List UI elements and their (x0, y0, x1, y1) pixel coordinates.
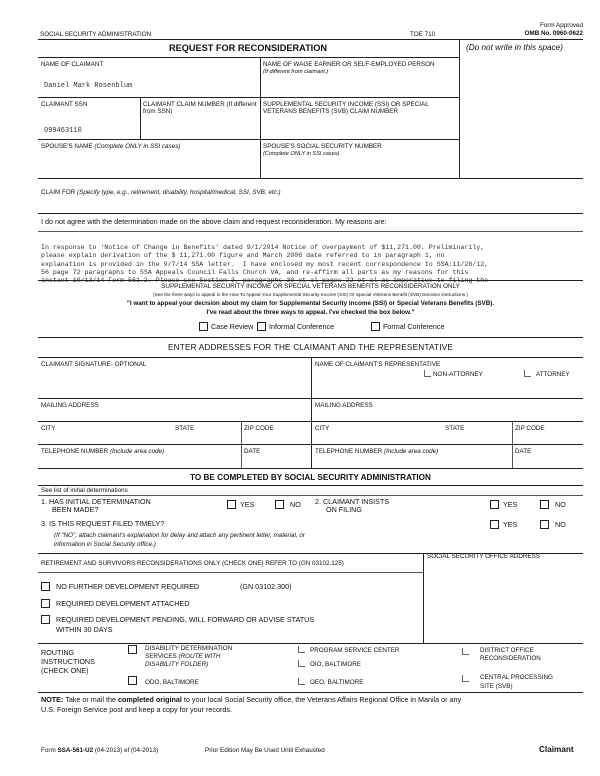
q1-no-label: NO (290, 500, 301, 509)
rep-telephone-label: TELEPHONE NUMBER (Include area code) (315, 448, 439, 455)
wage-earner-note: (If different from claimant.) (263, 69, 329, 75)
reasons-label: I do not agree with the determination made on the above claim and request reconsideration. My reasons are: (41, 217, 387, 226)
claimant-date-label: DATE (244, 448, 261, 455)
q3-no-checkbox[interactable] (540, 520, 549, 529)
district-office-checkbox[interactable] (462, 648, 469, 655)
non-attorney-checkbox[interactable] (424, 370, 431, 377)
ddd-label-1: DISABILITY DETERMINATION (145, 645, 233, 652)
attorney-checkbox[interactable] (524, 370, 531, 377)
formal-conference-checkbox[interactable] (371, 322, 380, 331)
wage-earner-label: NAME OF WAGE EARNER OR SELF-EMPLOYED PERSON (263, 61, 435, 68)
no-further-dev-label: NO FURTHER DEVELOPMENT REQUIRED (56, 582, 200, 591)
q1-label-b: BEEN MADE? (52, 505, 99, 514)
q2-no-checkbox[interactable] (540, 500, 549, 509)
q3-yes-label: YES (503, 520, 518, 529)
spouse-ssn-note: (Complete ONLY in SSI cases) (263, 151, 340, 157)
rep-city-label: CITY (315, 425, 330, 432)
claimant-ssn-value[interactable]: 099463110 (44, 127, 82, 135)
if-no-note-1: (If "NO", attach claimant's explanation for delay and attach any pertinent letter, material, or (54, 532, 306, 539)
claimant-zip-label: ZIP CODE (244, 425, 274, 432)
q1-yes-checkbox[interactable] (227, 500, 236, 509)
rep-name-label: NAME OF CLAIMANT'S REPRESENTATIVE (315, 361, 441, 368)
claim-number-label: CLAIMANT CLAIM NUMBER (If different from SSN) (143, 101, 257, 116)
rep-zip-label: ZIP CODE (515, 425, 545, 432)
case-review-label: Case Review (211, 322, 254, 331)
routing-label-2: INSTRUCTIONS (41, 657, 95, 666)
dev-pending-label-b: WITHIN 30 DAYS (56, 625, 113, 634)
claimant-city-label: CITY (41, 425, 56, 432)
if-no-note-2: information in Social Security office.) (54, 541, 156, 548)
odo-label: ODO, BALTIMORE (145, 679, 199, 686)
reasons-line: please explain derivation of the $ 11,271.00 figure and March 2006 date referred to in paragraph 1, no (41, 252, 445, 260)
claimant-name-value[interactable]: Daniel Mark Rosenblum (44, 82, 133, 90)
q2-label-b: ON FILING (326, 505, 362, 514)
spouse-ssn-label: SPOUSE'S SOCIAL SECURITY NUMBER (263, 143, 382, 150)
informal-conference-label: Informal Conference (269, 322, 335, 331)
copy-designation: Claimant (539, 745, 574, 754)
district-label-2: RECONSIDERATION (480, 655, 541, 662)
ssa-section-title: TO BE COMPLETED BY SOCIAL SECURITY ADMINISTRATION (190, 473, 431, 482)
central-label-2: SITE (SVB) (480, 683, 513, 690)
claimant-state-label: STATE (175, 425, 195, 432)
no-further-dev-checkbox[interactable] (41, 582, 50, 591)
q3-no-label: NO (555, 520, 566, 529)
informal-conference-checkbox[interactable] (257, 322, 266, 331)
form-title: REQUEST FOR RECONSIDERATION (168, 43, 328, 53)
dev-pending-label: REQUIRED DEVELOPMENT PENDING, WILL FORWARD OR ADVISE STATUS (56, 615, 315, 624)
office-address-label: SOCIAL SECURITY OFFICE ADDRESS (427, 553, 541, 560)
do-not-write-note: (Do not write in this space) (466, 43, 563, 52)
ddd-checkbox[interactable] (128, 645, 137, 654)
reasons-line: In response to 'Notice of Change in Benefits' dated 9/1/2014 Notice of overpayment of $11,271.00. Preliminarily, (41, 244, 485, 252)
psc-checkbox[interactable] (298, 646, 305, 653)
central-processing-checkbox[interactable] (462, 675, 469, 682)
district-label-1: DISTRICT OFFICE (480, 647, 534, 654)
prior-edition-note: Prior Edition May Be Used Until Exhausted (205, 747, 325, 754)
ssi-statement-2: I've read about the three ways to appeal. I've checked the box below." (206, 309, 415, 316)
addresses-title: ENTER ADDRESSES FOR THE CLAIMANT AND THE REPRESENTATIVE (167, 343, 454, 352)
claimant-mailing-label: MAILING ADDRESS (41, 402, 99, 409)
oeo-label: OEO, BALTIMORE (310, 679, 364, 686)
routing-label-1: ROUTING (41, 648, 75, 657)
non-attorney-label: NON-ATTORNEY (433, 371, 483, 378)
claimant-name-label: NAME OF CLAIMANT (41, 61, 104, 68)
q1-no-checkbox[interactable] (275, 500, 284, 509)
ddd-label-2: SERVICES (ROUTE WITH (145, 653, 221, 660)
central-label-1: CENTRAL PROCESSING (480, 674, 553, 681)
reasons-line: explanation is provided in the 9/7/14 SSA letter. I have enclosed my most recent correspondence to SSA:11/28/12, (41, 260, 489, 268)
q1-yes-label: YES (240, 500, 255, 509)
omb-number: OMB No. 0960-0622 (524, 30, 583, 37)
no-further-dev-ref: (GN 03102.300) (240, 582, 292, 591)
claim-for-label: CLAIM FOR (Specify type, e.g., retirement, disability, hospital/medical, SSI, SVB, etc.) (41, 189, 281, 196)
ssi-claim-label: SUPPLEMENTAL SECURITY INCOME (SSI) OR SPECIAL VETERANS BENEFITS (SVB) CLAIM NUMBER (263, 101, 429, 116)
signature-label: CLAIMANT SIGNATURE- OPTIONAL (41, 361, 147, 368)
q3-label: 3. IS THIS REQUEST FILED TIMELY? (41, 519, 165, 528)
rep-state-label: STATE (445, 425, 465, 432)
form-number: Form SSA-561-U2 (04-2013) ef (04-2013) (41, 747, 159, 754)
q1-label: 1. HAS INITIAL DETERMINATION (41, 497, 151, 506)
ssi-section-note: (See the three ways to appeal in the How To Appeal Your Supplemental Security Income (SSI) Or Special Veterans Benefit (SVB) Decision instructions.) (153, 292, 468, 297)
q2-yes-checkbox[interactable] (490, 500, 499, 509)
attorney-label: ATTORNEY (536, 371, 570, 378)
ssi-statement-1: "I want to appeal your decision about my claim for Supplemental Security Income (SSI) or Special Veterans Benefits (SVB). (126, 300, 495, 307)
note-line-1: NOTE: Take or mail the completed original to your local Social Security office, the Veterans Affairs Regional Office in Manila or any (41, 695, 462, 704)
oio-checkbox[interactable] (298, 660, 305, 667)
note-line-2: U.S. Foreign Service post and keep a copy for your records. (41, 705, 232, 714)
routing-label-3: (CHECK ONE) (41, 666, 89, 675)
claimant-ssn-label: CLAIMANT SSN (41, 101, 88, 108)
reasons-line: 56 page 72 paragraphs to SSA Appeals Council Falls Church VA, and re-affirm all parts as my reasons for this (41, 268, 469, 276)
q2-no-label: NO (555, 500, 566, 509)
dev-attached-label: REQUIRED DEVELOPMENT ATTACHED (56, 599, 190, 608)
rep-mailing-label: MAILING ADDRESS (315, 402, 373, 409)
claimant-telephone-label: TELEPHONE NUMBER (Include area code) (41, 448, 165, 455)
rsi-label: RETIREMENT AND SURVIVORS RECONSIDERATIONS ONLY (CHECK ONE) REFER TO (GN 03102.125) (41, 560, 344, 567)
q3-yes-checkbox[interactable] (490, 520, 499, 529)
rep-date-label: DATE (515, 448, 532, 455)
oio-label: OIO, BALTIMORE (310, 661, 361, 668)
q2-yes-label: YES (503, 500, 518, 509)
agency-name: SOCIAL SECURITY ADMINISTRATION (40, 31, 152, 38)
form-approved: Form Approved (539, 22, 583, 29)
ssi-section-title: SUPPLEMENTAL SECURITY INCOME OR SPECIAL VETERANS BENEFITS RECONSIDERATION ONLY (161, 283, 460, 290)
see-list-label: See list of initial determinations (41, 487, 128, 494)
ddd-label-3: DISABILITY FOLDER) (145, 661, 209, 668)
spouse-name-label: SPOUSE'S NAME (Complete ONLY in SSI cases) (41, 143, 181, 150)
case-review-checkbox[interactable] (199, 322, 208, 331)
toe-code: TOE 710 (410, 31, 436, 38)
psc-label: PROGRAM SERVICE CENTER (310, 647, 400, 654)
odo-checkbox[interactable] (128, 676, 137, 685)
reasons-line: instant 10/13/14 Form 561.2. Please see Section 3, paragraphs 30 et al pages 22 et al as imperative to filing the (41, 277, 489, 285)
dev-pending-checkbox[interactable] (41, 615, 50, 624)
dev-attached-checkbox[interactable] (41, 599, 50, 608)
q2-label: 2. CLAIMANT INSISTS (315, 497, 390, 506)
oeo-checkbox[interactable] (298, 678, 305, 685)
formal-conference-label: Formal Conference (383, 322, 445, 331)
